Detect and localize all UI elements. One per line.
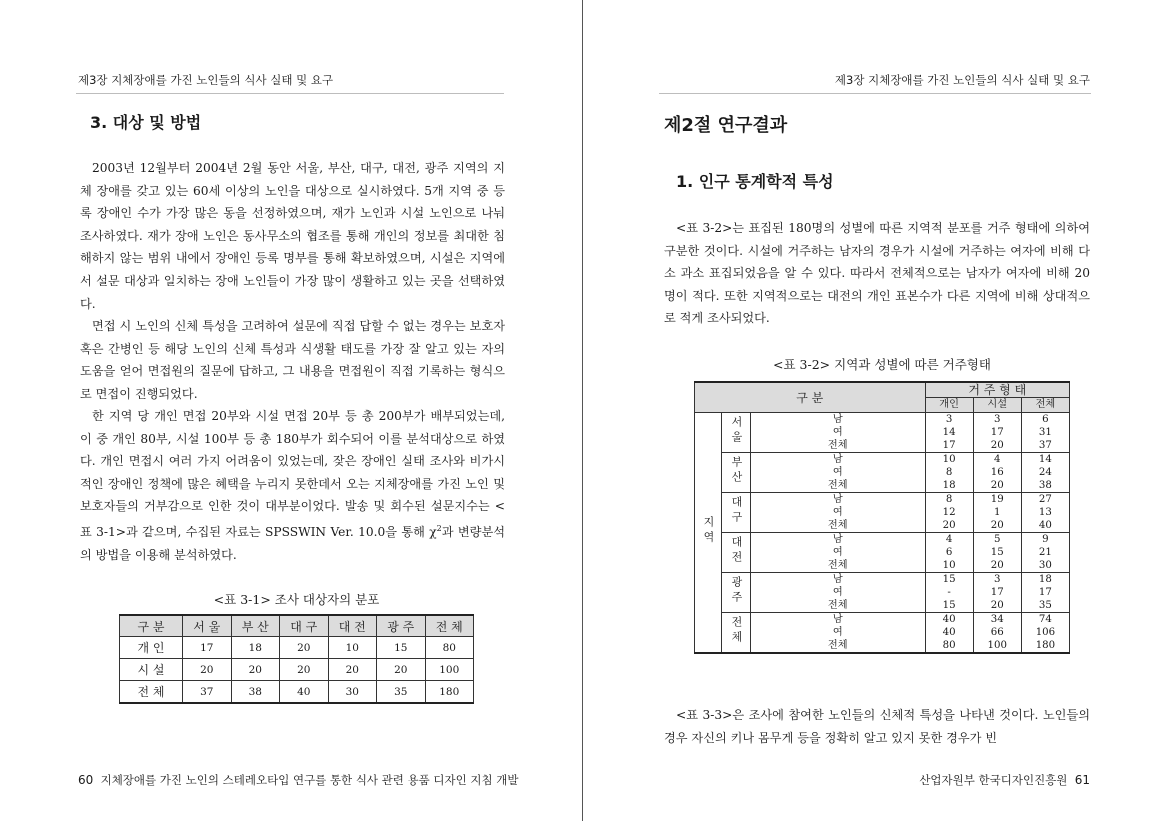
table-row: [120, 659, 474, 681]
table-cell: 100: [973, 639, 1021, 653]
table-cell: 180: [425, 681, 474, 704]
header-rule-left: [76, 93, 504, 94]
table-3-1-header: 부 산: [231, 615, 280, 637]
paragraph-demographic-summary: <표 3-2>는 표집된 180명의 성별에 따른 지역적 분포를 거주 형태에 의하여 구분한 것이다. 시설에 거주하는 남자의 경우가 시설에 거주하는 여자에 비해 다소 과소 표집되었음을 알 수 있다. 따라서 전체적으로는 남자가 여자에 비해 20명이 적다. 또한 지역적으로는 대전의 개인 표본수가 다른 지역에 비해 상대적으로 적게 조사되었다.: [664, 221, 1090, 326]
sex-cell: 여: [751, 466, 926, 479]
table-cell: 40: [925, 626, 973, 639]
table-cell: 35: [1021, 599, 1069, 613]
sex-cell: 남: [751, 493, 926, 507]
table-cell: 20: [973, 559, 1021, 573]
table-cell: 9: [1021, 533, 1069, 547]
table-row: [695, 479, 1070, 493]
table-cell: 66: [973, 626, 1021, 639]
table-cell: 17: [973, 426, 1021, 439]
table-cell: 37: [183, 681, 232, 704]
region-name: 부산: [730, 455, 743, 486]
table-3-2-span-header: 거 주 형 태: [925, 382, 1069, 398]
paragraph-interview-method: 면접 시 노인의 신체 특성을 고려하여 설문에 직접 답할 수 없는 경우는 보호자 혹은 간병인 등 해당 노인의 신체 특성과 식생활 태도를 가장 잘 알고 있는 자의 도움을 얻어 면접원의 질문에 답하고, 그 내용을 면접원이 직접 기록하는 형식으로 면접이 진행되었다.: [80, 319, 505, 401]
table-cell: 10: [925, 559, 973, 573]
table-row: [695, 506, 1070, 519]
sex-cell: 전체: [751, 439, 926, 453]
chapter-title-results: 제2절 연구결과: [664, 115, 788, 136]
table-3-1-row-label: 시 설: [120, 659, 183, 681]
table-cell: 20: [377, 659, 426, 681]
table-cell: 40: [280, 681, 329, 704]
sex-cell: 여: [751, 426, 926, 439]
region-axis-label: 지역: [702, 515, 715, 546]
table-cell: 20: [231, 659, 280, 681]
table-cell: 8: [925, 493, 973, 507]
table-cell: 15: [377, 637, 426, 659]
table-cell: 31: [1021, 426, 1069, 439]
sex-cell: 여: [751, 546, 926, 559]
table-cell: 3: [973, 573, 1021, 587]
paragraph-sample-collection-main: 한 지역 당 개인 면접 20부와 시설 면접 20부 등 총 200부가 배부되었는데, 이 중 개인 80부, 시설 100부 등 총 180부가 회수되어 이를 분석대상으로 하였다. 개인 면접시 여러 가지 어려움이 있었는데, 잦은 장애인 실태 조사와 비가시적인 장애인 정책에 많은 혜택을 누리지 못한데서 오는 지체장애를 가진 노인 및 보호자들의 거부감으로 인한 것이 대부분이었다. 발송 및 회수된 설문지수는 <표 3-1>과 같으며, 수집된 자료는 SPSSWIN Ver. 10.0을 통해 χ: [80, 409, 505, 540]
running-head-right: 제3장 지체장애를 가진 노인들의 식사 실태 및 요구: [834, 73, 1090, 87]
table-cell: 20: [973, 439, 1021, 453]
table-cell: 8: [925, 466, 973, 479]
table-cell: 20: [328, 659, 377, 681]
chi-square-superscript: 2: [436, 523, 442, 533]
right-page: [583, 0, 1162, 821]
table-cell: 17: [973, 586, 1021, 599]
running-head-left: 제3장 지체장애를 가진 노인들의 식사 실태 및 요구: [78, 73, 334, 87]
table-cell: 15: [925, 573, 973, 587]
sex-cell: 남: [751, 533, 926, 547]
table-row: [695, 493, 1070, 507]
table-cell: 15: [925, 599, 973, 613]
sex-cell: 남: [751, 573, 926, 587]
table-cell: 6: [1021, 413, 1069, 427]
table-3-2: [694, 381, 1070, 654]
table-cell: 37: [1021, 439, 1069, 453]
table-3-2-header-row: [695, 382, 1070, 398]
section-title-demographics: 1. 인구 통계학적 특성: [676, 172, 834, 191]
table-row: [695, 599, 1070, 613]
sex-cell: 남: [751, 413, 926, 427]
table-cell: 18: [231, 637, 280, 659]
table-cell: 17: [925, 439, 973, 453]
region-name-cell: [722, 493, 751, 533]
table-row: [695, 613, 1070, 627]
table-cell: 20: [280, 637, 329, 659]
table-row: [695, 519, 1070, 533]
table-cell: 20: [973, 519, 1021, 533]
paragraph-study-period: 2003년 12월부터 2004년 2월 동안 서울, 부산, 대구, 대전, 광주 지역의 지체 장애를 갖고 있는 60세 이상의 노인을 대상으로 실시하였다. 5개 지역 중 등록 장애인 수가 가장 많은 동을 선정하였으며, 재가 노인과 시설 노인으로 나눠 조사하였다. 재가 장애 노인은 동사무소의 협조를 통해 개인의 정보를 최대한 침해하지 않는 범위 내에서 장애인 등록 명부를 통해 확보하였으며, 시설은 지역에서 설문 대상과 일치하는 장애 노인들이 가장 많이 생활하고 있는 곳을 선택하였다.: [80, 161, 505, 311]
table-cell: 27: [1021, 493, 1069, 507]
table-cell: 3: [973, 413, 1021, 427]
sex-cell: 남: [751, 613, 926, 627]
table-3-1-caption: <표 3-1> 조사 대상자의 분포: [213, 592, 380, 607]
table-cell: 30: [328, 681, 377, 704]
table-cell: 14: [1021, 453, 1069, 467]
table-3-2-caption: <표 3-2> 지역과 성별에 따른 거주형태: [773, 357, 991, 372]
table-cell: 10: [328, 637, 377, 659]
sex-cell: 전체: [751, 519, 926, 533]
sex-cell: 전체: [751, 559, 926, 573]
table-3-1-row-label: 전 체: [120, 681, 183, 704]
footer-left: [78, 772, 519, 788]
table-cell: 15: [973, 546, 1021, 559]
table-3-1-header: 대 구: [280, 615, 329, 637]
table-3-2-group-header: 구 분: [695, 382, 926, 413]
table-cell: 6: [925, 546, 973, 559]
table-row: [120, 637, 474, 659]
table-cell: 13: [1021, 506, 1069, 519]
table-row: [120, 681, 474, 704]
table-row: [695, 586, 1070, 599]
header-rule-right: [659, 93, 1091, 94]
table-3-1-header: 서 울: [183, 615, 232, 637]
table-cell: 21: [1021, 546, 1069, 559]
sex-cell: 전체: [751, 479, 926, 493]
table-cell: 5: [973, 533, 1021, 547]
table-cell: 35: [377, 681, 426, 704]
table-cell: 17: [1021, 586, 1069, 599]
footer-publisher: 산업자원부 한국디자인진흥원: [919, 773, 1068, 787]
table-cell: 106: [1021, 626, 1069, 639]
table-3-1-header: 광 주: [377, 615, 426, 637]
paragraph-sample-collection: [80, 405, 505, 566]
table-cell: 10: [925, 453, 973, 467]
region-name-cell: [722, 613, 751, 654]
table-cell: 18: [925, 479, 973, 493]
paragraph-physical-traits: <표 3-3>은 조사에 참여한 노인들의 신체적 특성을 나타낸 것이다. 노인들의 경우 자신의 키나 몸무게 등을 정확히 알고 있지 못한 경우가 빈: [664, 708, 1090, 745]
table-3-1: [119, 614, 474, 704]
region-name: 전체: [730, 615, 743, 646]
table-cell: 3: [925, 413, 973, 427]
paragraph-sample-collection-tail: 과 변량분석의 방법을 이용해 분석하였다.: [80, 525, 505, 562]
table-cell: 34: [973, 613, 1021, 627]
region-name-cell: [722, 533, 751, 573]
table-row: [695, 466, 1070, 479]
table-cell: 12: [925, 506, 973, 519]
table-cell: 20: [973, 479, 1021, 493]
table-3-1-row-label: 개 인: [120, 637, 183, 659]
table-cell: 38: [231, 681, 280, 704]
region-name-cell: [722, 453, 751, 493]
table-cell: 38: [1021, 479, 1069, 493]
table-row: [695, 626, 1070, 639]
page-number-right: 61: [1074, 773, 1090, 787]
table-cell: 80: [425, 637, 474, 659]
sex-cell: 여: [751, 506, 926, 519]
region-name-cell: [722, 573, 751, 613]
table-cell: 40: [925, 613, 973, 627]
table-cell: 74: [1021, 613, 1069, 627]
region-name: 광주: [730, 575, 743, 606]
table-cell: 20: [925, 519, 973, 533]
table-cell: 20: [183, 659, 232, 681]
page-number-left: 60: [78, 773, 94, 787]
table-cell: 4: [973, 453, 1021, 467]
table-cell: 14: [925, 426, 973, 439]
region-name: 서울: [730, 415, 743, 446]
table-3-2-subheader: 전체: [1021, 398, 1069, 413]
table-cell: 4: [925, 533, 973, 547]
table-cell: 17: [183, 637, 232, 659]
table-cell: 100: [425, 659, 474, 681]
table-3-2-region-label: [695, 413, 722, 654]
table-cell: 20: [973, 599, 1021, 613]
table-row: [695, 413, 1070, 427]
table-3-1-header: 구 분: [120, 615, 183, 637]
table-3-2-subheader: 개인: [925, 398, 973, 413]
region-name: 대구: [730, 495, 743, 526]
table-row: [695, 533, 1070, 547]
table-row: [695, 639, 1070, 653]
table-3-1-header-row: [120, 615, 474, 637]
table-cell: 1: [973, 506, 1021, 519]
sex-cell: 여: [751, 626, 926, 639]
table-cell: 180: [1021, 639, 1069, 653]
section-title-methods: 3. 대상 및 방법: [90, 113, 202, 132]
sex-cell: 남: [751, 453, 926, 467]
table-row: [695, 426, 1070, 439]
table-cell: 18: [1021, 573, 1069, 587]
table-cell: 40: [1021, 519, 1069, 533]
footer-book-title: 지체장애를 가진 노인의 스테레오타입 연구를 통한 식사 관련 용품 디자인 지침 개발: [100, 773, 519, 787]
table-cell: 24: [1021, 466, 1069, 479]
table-cell: 19: [973, 493, 1021, 507]
table-row: [695, 546, 1070, 559]
sex-cell: 전체: [751, 599, 926, 613]
table-cell: -: [925, 586, 973, 599]
table-row: [695, 453, 1070, 467]
sex-cell: 여: [751, 586, 926, 599]
footer-right: [919, 772, 1090, 788]
region-name-cell: [722, 413, 751, 453]
table-cell: 16: [973, 466, 1021, 479]
sex-cell: 전체: [751, 639, 926, 653]
table-row: [695, 439, 1070, 453]
table-3-2-subheader: 시설: [973, 398, 1021, 413]
table-3-1-header: 대 전: [328, 615, 377, 637]
table-row: [695, 559, 1070, 573]
region-name: 대전: [730, 535, 743, 566]
table-row: [695, 573, 1070, 587]
table-cell: 80: [925, 639, 973, 653]
table-cell: 20: [280, 659, 329, 681]
table-3-1-header: 전 체: [425, 615, 474, 637]
table-cell: 30: [1021, 559, 1069, 573]
